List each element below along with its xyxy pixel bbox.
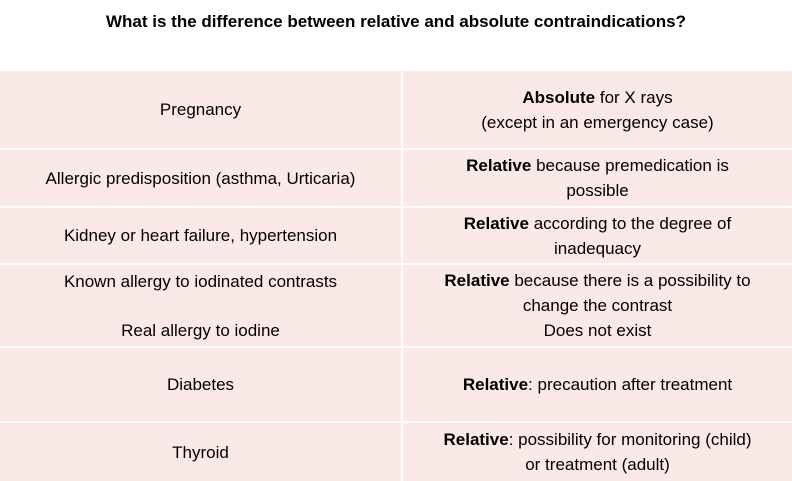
verdict-line xyxy=(522,85,672,110)
detail-text: or treatment (adult) xyxy=(525,455,670,474)
verdict-cell xyxy=(403,265,792,346)
verdict-label: Relative xyxy=(466,156,532,175)
verdict-label: Absolute xyxy=(522,87,596,107)
verdict-label: Relative xyxy=(443,430,509,449)
condition-text: Pregnancy xyxy=(159,100,242,119)
condition-text: Kidney or heart failure, hypertension xyxy=(63,226,338,245)
table-row-thyroid xyxy=(0,423,792,481)
condition-text: Thyroid xyxy=(172,442,229,462)
table-row-iodine xyxy=(0,265,792,348)
verdict-label: Relative xyxy=(463,213,529,233)
table-row-pregnancy xyxy=(0,71,792,150)
detail-text: : possibility for monitoring (child) xyxy=(508,430,752,449)
verdict-label: Relative xyxy=(462,375,529,394)
verdict-cell xyxy=(403,423,792,481)
verdict-cell xyxy=(403,71,792,148)
detail-text: according to the degree of xyxy=(528,213,732,233)
verdict-line xyxy=(463,372,732,397)
condition-cell xyxy=(0,265,403,346)
condition-cell xyxy=(0,208,403,263)
condition-cell xyxy=(0,150,403,206)
table-row-allergic xyxy=(0,150,792,208)
detail-text-b: Does not exist xyxy=(543,321,652,340)
verdict-cell xyxy=(403,348,792,421)
condition-text: Allergic predisposition (asthma, Urticaria) xyxy=(45,168,356,188)
verdict-cell xyxy=(403,208,792,263)
condition-text: Diabetes xyxy=(166,375,235,394)
detail-text: possible xyxy=(566,181,629,200)
verdict-line xyxy=(444,268,750,293)
verdict-line xyxy=(466,153,729,178)
contraindications-table xyxy=(0,71,792,481)
verdict-line xyxy=(443,427,751,452)
condition-cell xyxy=(0,348,403,421)
detail-text: because premedication is xyxy=(531,156,729,175)
verdict-line xyxy=(464,211,731,236)
detail-text: : precaution after treatment xyxy=(528,375,733,394)
table-row-kidney-heart xyxy=(0,208,792,265)
condition-text-b: Real allergy to iodine xyxy=(121,320,280,340)
detail-text: because there is a possibility to xyxy=(509,271,751,290)
condition-text: Known allergy to iodinated contrasts xyxy=(63,271,338,291)
condition-cell xyxy=(0,423,403,481)
detail-text: change the contrast xyxy=(522,296,673,315)
condition-cell xyxy=(0,71,403,148)
detail-text: for X rays xyxy=(595,87,673,107)
verdict-label: Relative xyxy=(444,271,510,290)
detail-text: inadequacy xyxy=(554,238,641,258)
page-title: What is the difference between relative and absolute contraindications? xyxy=(105,12,686,31)
verdict-cell xyxy=(403,150,792,206)
table-row-diabetes xyxy=(0,348,792,423)
detail-text: (except in an emergency case) xyxy=(481,112,714,132)
